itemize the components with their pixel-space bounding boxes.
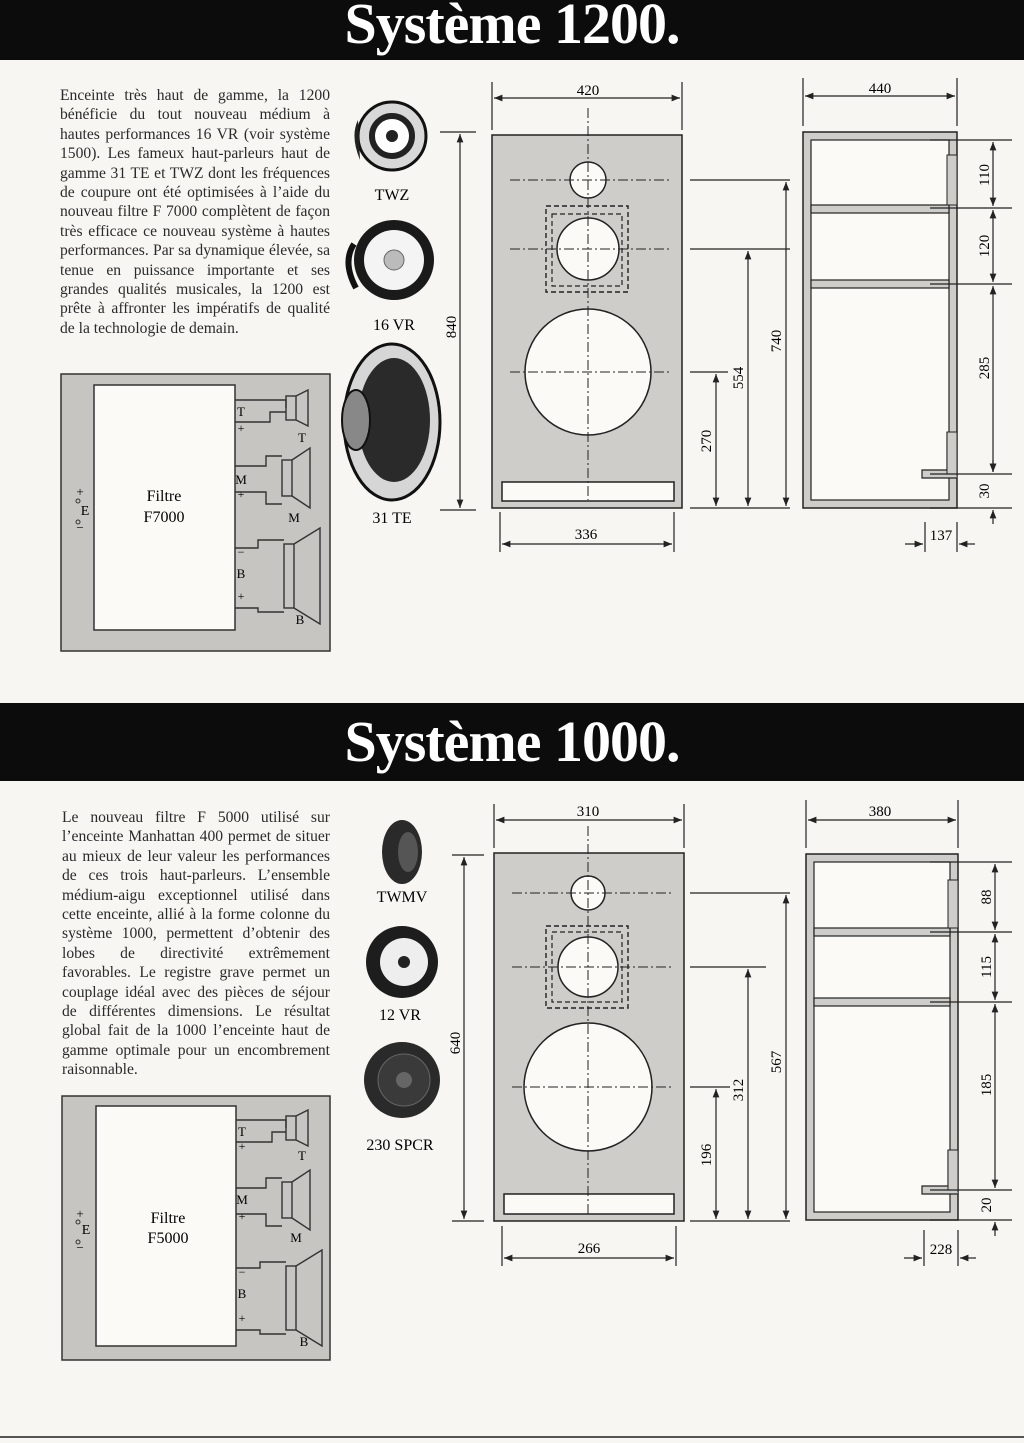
svg-text:M: M [290, 1230, 302, 1245]
filter-label-1: Filtre [150, 1210, 186, 1227]
dim-s4: 30 [977, 483, 993, 499]
svg-text:+: + [76, 484, 84, 499]
dim-port: 228 [929, 1242, 953, 1258]
driver-12vr [366, 926, 438, 998]
svg-text:T: T [237, 404, 245, 419]
input-e-label: E [80, 504, 90, 519]
svg-text:M: M [288, 510, 300, 525]
dim-depth: 440 [868, 81, 892, 97]
svg-text:−: − [76, 520, 84, 535]
svg-text:+: + [237, 589, 245, 603]
input-e-label: E [81, 1223, 91, 1238]
svg-text:T: T [238, 1124, 246, 1139]
section2-title: Système 1000. [344, 709, 680, 774]
dim-s1: 110 [977, 164, 993, 186]
dim-h1: 567 [769, 1050, 785, 1074]
side-view-1000 [806, 854, 958, 1220]
driver-label-12vr: 12 VR [379, 1007, 421, 1024]
svg-text:B: B [295, 612, 305, 627]
dim-inner-width: 336 [574, 527, 598, 543]
driver-label-31te: 31 TE [372, 510, 412, 527]
dim-height: 640 [448, 1031, 464, 1055]
driver-twz [354, 102, 426, 170]
svg-text:B: B [236, 566, 246, 581]
dim-s3: 185 [979, 1073, 995, 1097]
section1-figure [0, 0, 1024, 703]
dim-inner-width: 266 [577, 1241, 601, 1257]
svg-text:+: + [76, 1206, 84, 1221]
driver-label-16vr: 16 VR [373, 317, 415, 334]
dim-h1: 740 [769, 329, 785, 353]
page-bottom-rule [0, 1436, 1024, 1438]
dim-h2: 312 [731, 1078, 747, 1102]
svg-text:+: + [238, 1209, 246, 1223]
dim-s3: 285 [977, 356, 993, 380]
svg-text:+: + [238, 1311, 246, 1325]
svg-text:M: M [236, 1192, 248, 1207]
filter-schematic-f7000 [61, 374, 330, 651]
driver-twmv [382, 820, 422, 884]
driver-31te [342, 344, 440, 500]
svg-text:B: B [299, 1334, 309, 1349]
driver-label-twz: TWZ [374, 187, 410, 204]
section2-figure [0, 781, 1024, 1436]
driver-label-twmv: TWMV [376, 889, 428, 906]
side-view-1200 [803, 132, 957, 508]
filter-label-2: F7000 [143, 509, 185, 526]
section1-title: Système 1200. [344, 0, 680, 56]
dim-h2: 554 [731, 366, 747, 390]
dim-width: 420 [576, 83, 600, 99]
svg-text:T: T [298, 430, 306, 445]
dim-s1: 88 [979, 889, 995, 905]
svg-text:−: − [76, 1240, 84, 1255]
section2-intro: Le nouveau filtre F 5000 utilisé sur l’enceinte Manhattan 400 permet de situer au mieux de leur valeur les performances de ces trois haut-parleurs. L’ensemble médium-aigu exceptionnel utilisé dans cette enceinte, allié à la forme colonne du système 1000, permettent d’obtenir des lobes de directivité extrêmement favorables. Le registre grave permet un couplage idéal avec des pièces de séjour de différentes dimensions. Le résultat global fait de la 1000 l’enceinte haut de gamme optimale pour un encombrement raisonnable. [62, 809, 330, 1079]
section1-intro: Enceinte très haut de gamme, la 1200 bénéficie du tout nouveau médium à hautes performances 16 VR (voir système 1500). Les fameux haut-parleurs haut de gamme 31 TE et TWZ dont les fréquences de coupure ont été optimisées à l’aide du nouveau filtre F 7000 complètent de façon très efficace ce nouveau système à hautes performances. Par sa dynamique élevée, sa tenue en puissance importante et ses grandes qualités musicales, la 1200 est prête à affronter les impératifs de qualité de la technologie de demain. [60, 87, 330, 337]
dim-h3: 270 [699, 429, 715, 453]
dim-s2: 115 [979, 956, 995, 978]
svg-text:B: B [237, 1286, 247, 1301]
filter-schematic-f5000 [62, 1096, 330, 1360]
filter-label-1: Filtre [146, 488, 182, 505]
dim-height: 840 [444, 315, 460, 339]
section2-banner [0, 703, 1024, 781]
svg-text:−: − [237, 545, 245, 559]
svg-text:T: T [298, 1148, 306, 1163]
dim-width: 310 [576, 804, 600, 820]
dim-s2: 120 [977, 234, 993, 258]
driver-label-230spcr: 230 SPCR [366, 1137, 434, 1154]
driver-230spcr [364, 1042, 440, 1118]
filter-label-2: F5000 [147, 1230, 189, 1247]
front-view-1000 [494, 826, 684, 1221]
svg-text:+: + [237, 421, 245, 435]
svg-text:+: + [238, 1139, 246, 1153]
dim-h3: 196 [699, 1143, 715, 1167]
dim-s4: 20 [979, 1197, 995, 1213]
front-view-1200 [492, 108, 682, 508]
svg-text:−: − [238, 1265, 246, 1279]
driver-16vr [348, 220, 434, 300]
dim-depth: 380 [868, 804, 892, 820]
svg-text:M: M [235, 472, 247, 487]
svg-text:+: + [237, 487, 245, 501]
dim-port: 137 [929, 528, 953, 544]
